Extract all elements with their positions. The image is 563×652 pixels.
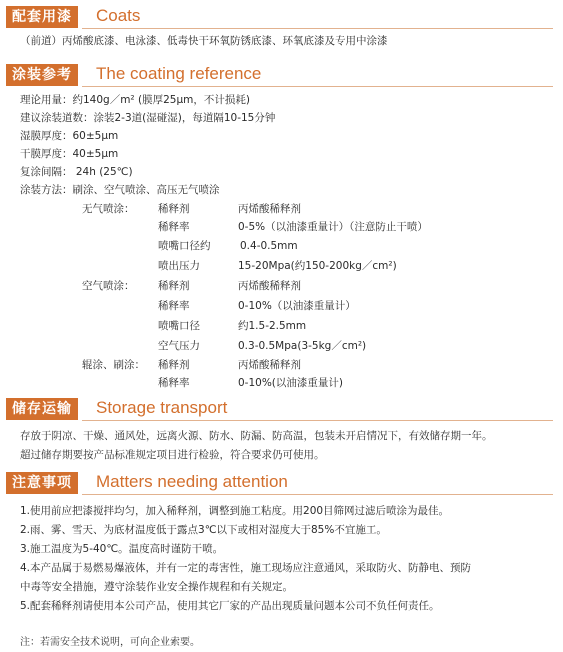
storage-line: 超过储存期要按产品标准规定项目进行检验，符合要求仍可使用。 (20, 449, 325, 461)
section-title-cn: 注意事项 (6, 472, 78, 494)
spec-line-method: 涂装方法：刷涂、空气喷涂、高压无气喷涂 (20, 184, 220, 196)
coats-text: （前道）丙烯酸底漆、电泳漆、低毒快干环氧防锈底漆、环氧底漆及专用中涂漆 (20, 35, 388, 47)
method-airless: 无气喷涂： (82, 203, 135, 215)
section-header (0, 6, 563, 30)
section-title-cn: 配套用漆 (6, 6, 78, 28)
footnote: 注：若需安全技术说明，可向企业索要。 (20, 637, 200, 648)
spec-line-dry-film: 干膜厚度：40±5μm (20, 148, 119, 160)
spec-line-recoat: 复涂间隔： 24h (25℃) (20, 166, 133, 178)
param-value: 15-20Mpa(约150-200kg／cm²) (238, 260, 397, 272)
section-title-en: The coating reference (96, 64, 262, 83)
method-air-spray: 空气喷涂： (82, 280, 135, 292)
section-coating-reference (0, 64, 563, 389)
spec-line-usage: 理论用量：约140g／m² (膜厚25μm，不计损耗) (20, 94, 250, 106)
spec-line-wet-film: 湿膜厚度：60±5μm (20, 130, 119, 142)
section-matters (0, 472, 563, 612)
param-value: 0-10%(以油漆重量计) (238, 377, 343, 389)
section-storage (0, 398, 563, 461)
param-value: 丙烯酸稀释剂 (238, 359, 301, 371)
matters-item: 2.雨、雾、雪天、为底材温度低于露点3℃以下或相对湿度大于85%不宜施工。 (20, 524, 387, 536)
param-value: 0.3-0.5Mpa(3-5kg／cm²) (238, 340, 367, 352)
param-value: 0-5%（以油漆重量计）（注意防止干喷） (238, 221, 428, 233)
storage-line: 存放于阴凉、干燥、通风处，远离火源、防水、防漏、防高温，包装未开启情况下，有效储存期一年。 (20, 430, 493, 442)
param-label: 稀释率 (158, 377, 190, 389)
method-roller-brush: 辊涂、刷涂： (82, 359, 145, 371)
section-divider (82, 420, 553, 421)
param-value: 丙烯酸稀释剂 (238, 280, 301, 292)
section-header (0, 472, 563, 496)
section-title-cn: 涂装参考 (6, 64, 78, 86)
param-label: 稀释剂 (158, 203, 190, 215)
section-title-cn: 储存运输 (6, 398, 78, 420)
matters-item: 3.施工温度为5-40℃。温度高时谨防干喷。 (20, 543, 224, 555)
param-value: 丙烯酸稀释剂 (238, 203, 301, 215)
section-divider (82, 494, 553, 495)
section-title-en: Coats (96, 6, 141, 25)
section-divider (82, 28, 553, 29)
param-label: 稀释剂 (158, 359, 190, 371)
matters-item: 4.本产品属于易燃易爆液体，并有一定的毒害性，施工现场应注意通风，采取防火、防静电、预防 (20, 562, 472, 574)
param-value: 0-10%（以油漆重量计） (238, 300, 356, 312)
param-label: 喷嘴口径 (158, 320, 200, 332)
section-header (0, 398, 563, 422)
param-value: 0.4-0.5mm (240, 240, 298, 252)
param-value: 约1.5-2.5mm (238, 320, 307, 332)
param-label: 喷嘴口径约 (158, 240, 211, 252)
section-title-en: Storage transport (96, 398, 228, 417)
spec-line-coats-count: 建议涂装道数：涂装2-3道(湿碰湿)，每道隔10-15分钟 (20, 112, 276, 124)
param-label: 空气压力 (158, 340, 200, 352)
section-title-en: Matters needing attention (96, 472, 288, 491)
matters-item: 中毒等安全措施，遵守涂装作业安全操作规程和有关规定。 (20, 581, 293, 593)
section-coats (0, 6, 563, 47)
param-label: 稀释剂 (158, 280, 190, 292)
matters-item: 5.配套稀释剂请使用本公司产品，使用其它厂家的产品出现质量问题本公司不负任何责任。 (20, 600, 440, 612)
matters-item: 1.使用前应把漆搅拌均匀，加入稀释剂，调整到施工粘度。用200目筛网过滤后喷涂为最佳。 (20, 505, 450, 517)
section-header (0, 64, 563, 88)
param-label: 稀释率 (158, 300, 190, 312)
param-label: 喷出压力 (158, 260, 200, 272)
section-divider (82, 86, 553, 87)
param-label: 稀释率 (158, 221, 190, 233)
